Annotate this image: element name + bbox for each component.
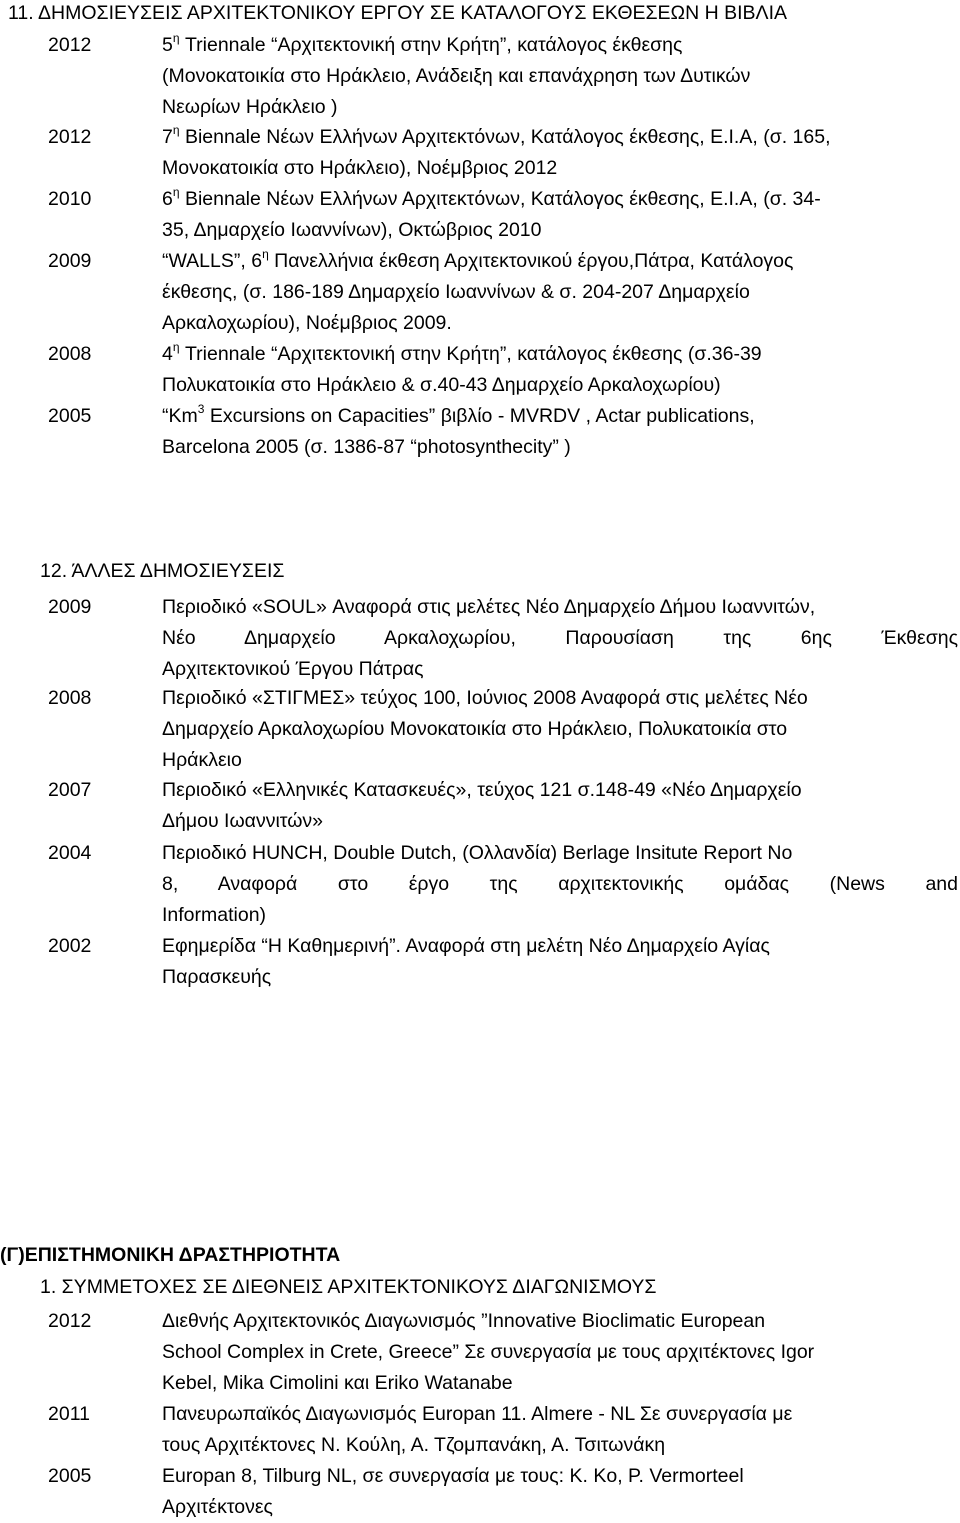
entry-year: 2004 <box>48 842 92 864</box>
entry-year: 2009 <box>48 250 92 272</box>
entry-year: 2012 <box>48 1310 92 1332</box>
entry-text: Εφημερίδα “Η Καθημερινή”. Αναφορά στη μελέτη Νέο Δημαρχείο Αγίας Παρασκευής <box>162 935 770 988</box>
entry-year: 2011 <box>48 1403 90 1425</box>
entry-year: 2008 <box>48 687 92 709</box>
entry-text: Διεθνής Αρχιτεκτονικός Διαγωνισμός ”Innovative Bioclimatic European School Complex in Crete, Greece” Σε συνεργασία με τους αρχιτέκτονες Igor Kebel, Mika Cimolini και Eriko Watanabe <box>162 1310 815 1394</box>
section-g-subheading: 1. ΣΥΜΜΕΤΟΧΕΣ ΣΕ ΔΙΕΘΝΕΙΣ ΑΡΧΙΤΕΚΤΟΝΙΚΟΥΣ ΔΙΑΓΩΝΙΣΜΟΥΣ <box>40 1276 657 1298</box>
entry-year: 2005 <box>48 1465 92 1487</box>
entry-text: Πανευρωπαϊκός Διαγωνισμός Europan 11. Almere - NL Σε συνεργασία με τους Αρχιτέκτονες Ν. Κούλη, Α. Τζομπανάκη, Α. Τσιτωνάκη <box>162 1403 793 1456</box>
entry-text: Περιοδικό «ΣΤΙΓΜΕΣ» τεύχος 100, Ιούνιος 2008 Αναφορά στις μελέτες Νέο Δημαρχείο Αρκαλοχωρίου Μονοκατοικία στο Ηράκλειο, Πολυκατοικία στο Ηράκλειο <box>162 687 808 771</box>
entry-year: 2009 <box>48 596 92 618</box>
entry-text: Περιοδικό «Ελληνικές Κατασκευές», τεύχος 121 σ.148-49 «Νέο Δημαρχείο Δήμου Ιωαννιτών» <box>162 779 802 832</box>
entry-year: 2002 <box>48 935 92 957</box>
entry-year: 2010 <box>48 188 92 210</box>
section-12-heading: 12. ΆΛΛΕΣ ΔΗΜΟΣΙΕΥΣΕΙΣ <box>40 560 285 582</box>
section-g-title: (Γ)ΕΠΙΣΤΗΜΟΝΙΚΗ ΔΡΑΣΤΗΡΙΟΤΗΤΑ <box>0 1244 341 1266</box>
entry-text: “Km$^3$ Excursions on Capacities” βιβλίο - MVRDV , Actar publications, Barcelona 2005 (σ. 1386-87 “photosynthecity” ) <box>162 402 755 458</box>
entry-text: Περιοδικό «SOUL» Αναφορά στις μελέτες Νέο Δημαρχείο Δήμου Ιωαννιτών, Νέο Δημαρχείο Αρκαλοχωρίου, Παρουσίαση της 6ης Έκθεσης Αρχιτεκτονικού Έργου Πάτρας <box>162 596 958 680</box>
entry-text: Περιοδικό HUNCH, Double Dutch, (Ολλανδία) Berlage Insitute Report No 8, Αναφορά στο έργο της αρχιτεκτονικής ομάδας (News and Information) <box>162 842 958 926</box>
entry-year: 2005 <box>48 405 92 427</box>
entry-text: Europan 8, Tilburg NL, σε συνεργασία με τους: K. Ko, P. Vermorteel Αρχιτέκτονες <box>162 1465 744 1518</box>
entry-year: 2012 <box>48 126 92 148</box>
entry-year: 2012 <box>48 34 92 56</box>
entry-text: $4^\eta$ Triennale “Αρχιτεκτονική στην Κρήτη”, κατάλογος έκθεσης (σ.36-39 Πολυκατοικία στο Ηράκλειο & σ.40-43 Δημαρχείο Αρκαλοχωρίου) <box>162 340 762 396</box>
entry-year: 2008 <box>48 343 92 365</box>
entry-text: $6^\eta$ Biennale Νέων Ελλήνων Αρχιτεκτόνων, Κατάλογος έκθεσης, Ε.Ι.Α, (σ. 34- 35, Δημαρχείο Ιωαννίνων), Οκτώβριος 2010 <box>162 185 821 241</box>
entry-year: 2007 <box>48 779 92 801</box>
section-11-heading: 11. ΔΗΜΟΣΙΕΥΣΕΙΣ ΑΡΧΙΤΕΚΤΟΝΙΚΟΥ ΕΡΓΟΥ ΣΕ ΚΑΤΑΛΟΓΟΥΣ ΕΚΘΕΣΕΩΝ Η ΒΙΒΛΙΑ <box>8 2 788 24</box>
entry-text: $7^\eta$ Biennale Νέων Ελλήνων Αρχιτεκτόνων, Κατάλογος έκθεσης, Ε.Ι.Α, (σ. 165, Μονοκατοικία στο Ηράκλειο), Νοέμβριος 2012 <box>162 123 831 179</box>
entry-text: “WALLS”, $6^\eta$ Πανελλήνια έκθεση Αρχιτεκτονικού έργου,Πάτρα, Κατάλογος έκθεσης, (σ. 186-189 Δημαρχείο Ιωαννίνων & σ. 204-207 Δημαρχείο Αρκαλοχωρίου), Νοέμβριος 2009. <box>162 247 794 334</box>
entry-text: $5^\eta$ Triennale “Αρχιτεκτονική στην Κρήτη”, κατάλογος έκθεσης (Μονοκατοικία στο Ηράκλειο, Ανάδειξη και επανάχρηση των Δυτικών Νεωρίων Ηράκλειο ) <box>162 31 751 118</box>
